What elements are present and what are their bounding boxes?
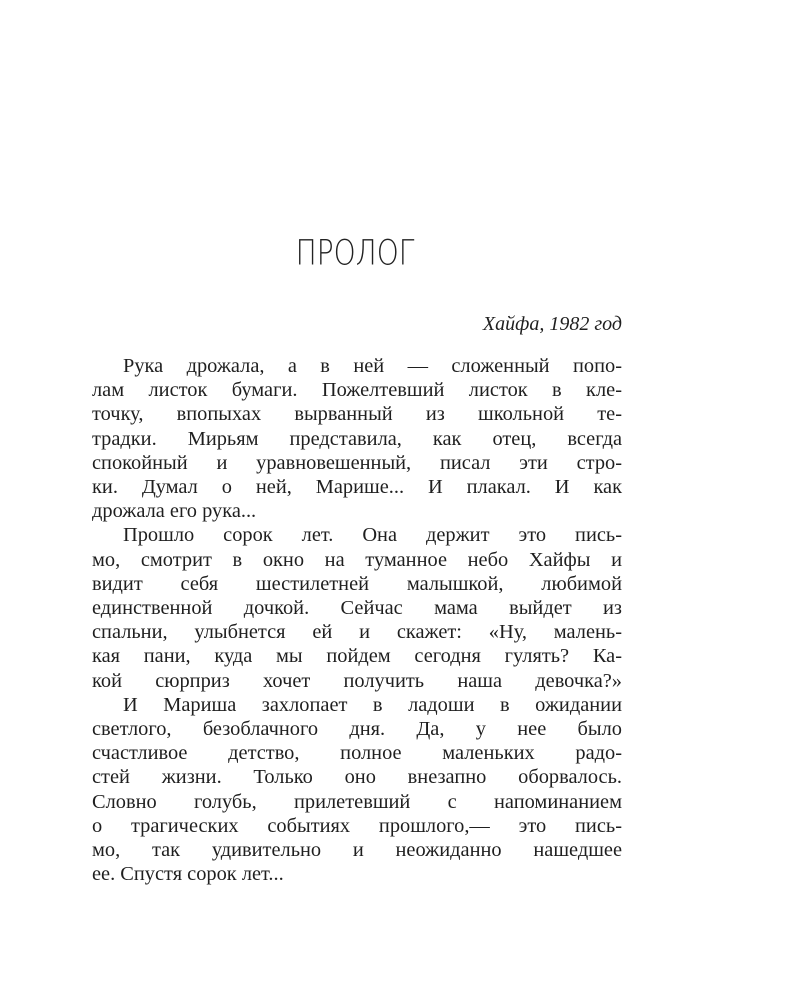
text-line: мо, так удивительно и неожиданно нашедшее [92, 839, 622, 862]
text-line: кая пани, куда мы пойдем сегодня гулять? Ка- [92, 645, 622, 668]
paragraph-3 [92, 693, 622, 887]
text-line: спальни, улыбнется ей и скажет: «Ну, малень- [92, 621, 622, 644]
text-line: светлого, безоблачного дня. Да, у нее было [92, 718, 622, 741]
body-text [92, 354, 622, 886]
text-line: И Мариша захлопает в ладоши в ожидании [123, 693, 622, 716]
text-line: дрожала его рука... [92, 500, 257, 523]
text-line: ее. Спустя сорок лет... [92, 863, 284, 886]
text-line: Прошло сорок лет. Она держит это пись- [123, 524, 622, 547]
text-line: кой сюрприз хочет получить наша девочка?» [92, 669, 622, 692]
text-line: счастливое детство, полное маленьких радо- [92, 742, 622, 765]
text-line: видит себя шестилетней малышкой, любимой [92, 572, 622, 595]
text-line: традки. Мирьям представила, как отец, всегда [92, 427, 622, 450]
paragraph-2 [92, 523, 622, 692]
text-line: спокойный и уравновешенный, писал эти стро- [92, 451, 622, 474]
text-line: о трагических событиях прошлого,— это пись- [92, 814, 622, 837]
paragraph-1 [92, 354, 622, 523]
text-line: Рука дрожала, а в ней — сложенный попо- [123, 355, 622, 377]
text-line: точку, впопыхах вырванный из школьной те- [92, 403, 622, 426]
chapter-title: ПРОЛОГ [295, 231, 415, 274]
text-line: лам листок бумаги. Пожелтевший листок в кле- [92, 379, 622, 402]
text-line: ки. Думал о ней, Марише... И плакал. И как [92, 476, 622, 499]
text-line: мо, смотрит в окно на туманное небо Хайфы и [92, 548, 622, 571]
text-line: стей жизни. Только оно внезапно оборвалось. [92, 766, 622, 789]
text-line: единственной дочкой. Сейчас мама выйдет из [92, 597, 622, 620]
place-date-epigraph: Хайфа, 1982 год [482, 313, 622, 335]
text-line: Словно голубь, прилетевший с напоминанием [92, 790, 622, 813]
